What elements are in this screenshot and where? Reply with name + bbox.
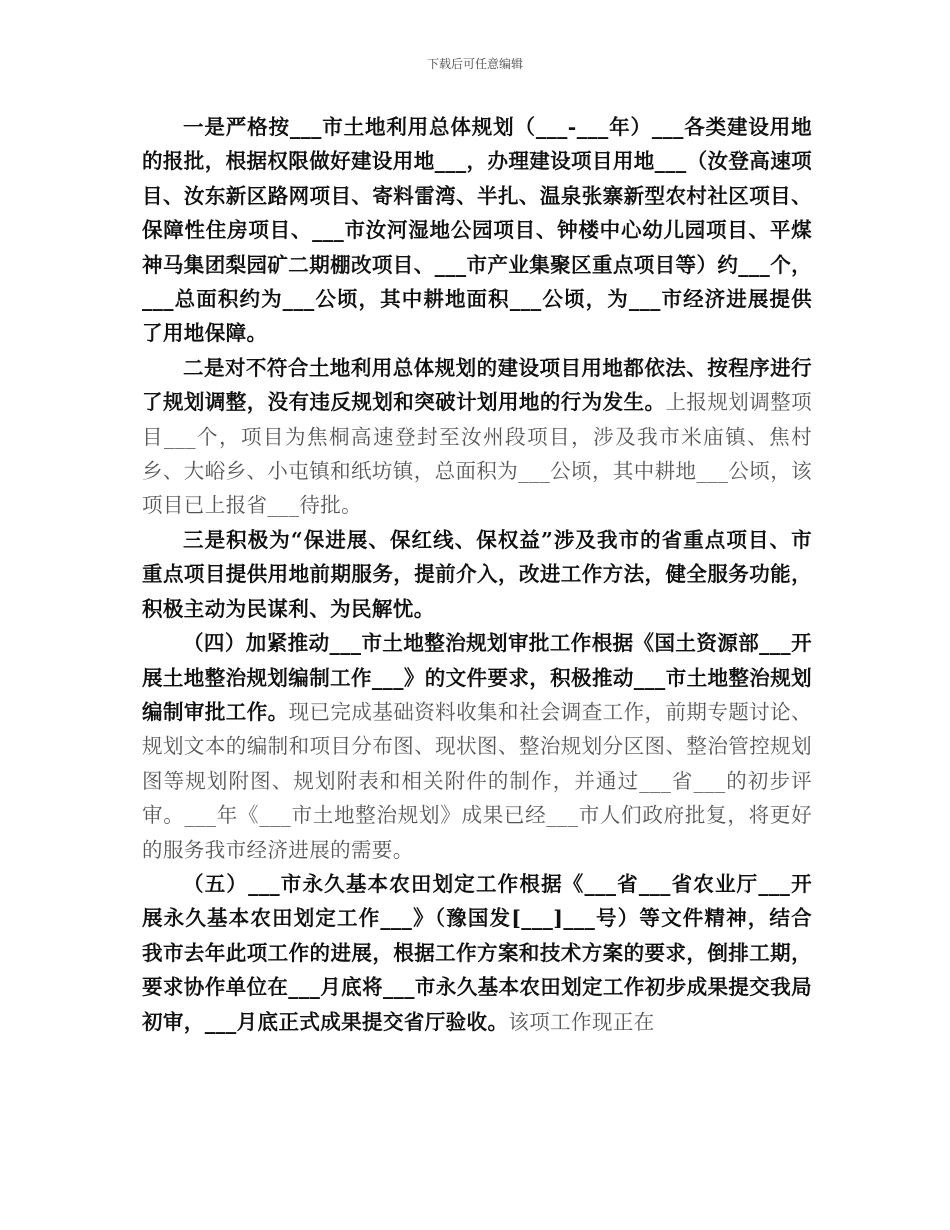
paragraph-text: （四）加紧推动___市土地整治规划审批工作根据《国土资源部___开展土地整治规划编制工作___》的文件要求，积极推动___市土地整治规划编制审批工作。 <box>142 631 812 724</box>
paragraph-text: 现已完成基础资料收集和社会调查工作，前期专题讨论、规划文本的编制和项目分布图、现状图、整治规划分区图、整治管控规划图等规划附图、规划附表和相关附件的制作，并通过___省___的初步评审。___年《___市土地整治规划》成果已经___市人们政府批复，将更好的服务我市经济进展的需要。 <box>142 699 812 862</box>
paragraph-text: 该项工作现正在 <box>508 1009 655 1034</box>
paragraph-text: 上报规划调整项目___个，项目为焦桐高速登封至汝州段项目，涉及我市米庙镇、焦村乡、大峪乡、小屯镇和纸坊镇，总面积为___公顷，其中耕地___公顷，该项目已上报省___待批。 <box>142 390 812 518</box>
paragraph-3 <box>142 523 812 626</box>
paragraph-2 <box>142 351 812 523</box>
paragraph-text: （五）___市永久基本农田划定工作根据《___省___省农业厅___开展永久基本农田划定工作___》（豫国发[___]___号）等文件精神，结合我市去年此项工作的进展，根据工作方案和技术方案的要求，倒排工期，要求协作单位在___月底将___市永久基本农田划定工作初步成果提交我局初审，___月底正式成果提交省厅验收。 <box>142 871 812 1034</box>
paragraph-text: 三是积极为“保进展、保红线、保权益”涉及我市的省重点项目、市重点项目提供用地前期服务，提前介入，改进工作方法，健全服务功能，积极主动为民谋利、为民解忧。 <box>142 527 812 621</box>
page-header: 下载后可任意编辑 <box>426 57 523 71</box>
paragraph-4 <box>142 626 812 867</box>
document-body <box>142 110 812 1039</box>
paragraph-text: 一是严格按___市土地利用总体规划（___-___年）___各类建设用地的报批，根据权限做好建设用地___，办理建设项目用地___（汝登高速项目、汝东新区路网项目、寄料雷湾、半扎、温泉张寨新型农村社区项目、保障性住房项目、___市汝河湿地公园项目、钟楼中心幼儿园项目、平煤神马集团梨园矿二期棚改项目、___市产业集聚区重点项目等）约___个，___总面积约为___公顷，其中耕地面积___公顷，为___市经济进展提供了用地保障。 <box>142 115 812 346</box>
paragraph-1 <box>142 110 812 351</box>
paragraph-text: 二是对不符合土地利用总体规划的建设项目用地都依法、按程序进行了规划调整，没有违反规划和突破计划用地的行为发生。 <box>142 355 812 415</box>
paragraph-5 <box>142 867 812 1039</box>
